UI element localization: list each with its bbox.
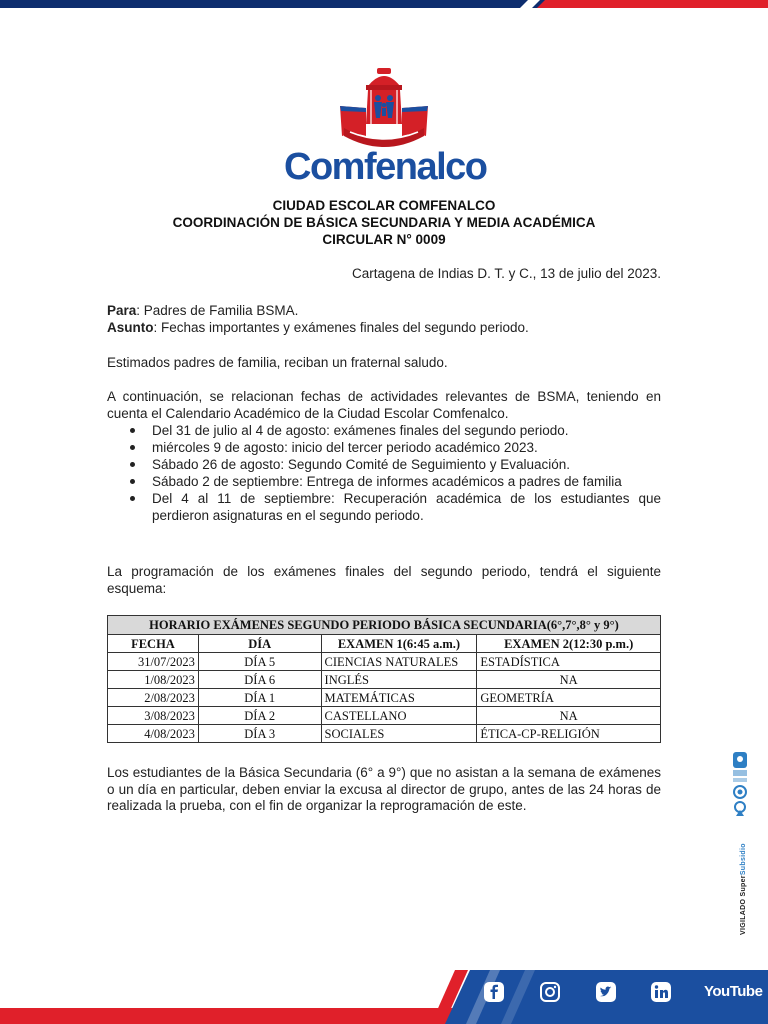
schedule-intro: La programación de los exámenes finales del segundo periodo, tendrá el siguiente esquema: — [107, 564, 661, 596]
cell-exam-1: CIENCIAS NATURALES — [321, 653, 477, 671]
cell-exam-2: NA — [477, 671, 661, 689]
cell-exam-2: GEOMETRÍA — [477, 689, 661, 707]
heading-school: CIUDAD ESCOLAR COMFENALCO — [272, 198, 496, 213]
cell-day: DÍA 1 — [198, 689, 321, 707]
facebook-icon[interactable] — [483, 981, 505, 1003]
subject-text: : Fechas importantes y exámenes finales del segundo periodo. — [153, 320, 529, 335]
closing-paragraph: Los estudiantes de la Básica Secundaria (6° a 9°) que no asistan a la semana de exámenes o un día en particular, deben enviar la excusa al director de grupo, antes de las 24 horas de realizada la prueba, con el fin de organizar la reprogramación de este. — [107, 765, 661, 813]
recipient-text: : Padres de Familia BSMA. — [136, 303, 299, 318]
table-row — [108, 653, 661, 671]
subject-label: Asunto — [107, 320, 154, 335]
instagram-icon[interactable] — [539, 981, 561, 1003]
twitter-icon[interactable] — [595, 981, 617, 1003]
column-header-day: DÍA — [198, 635, 321, 653]
heading-circular-number: CIRCULAR N° 0009 — [322, 232, 446, 247]
cell-date: 2/08/2023 — [108, 689, 199, 707]
list-item: Sábado 2 de septiembre: Entrega de informes académicos a padres de familia — [107, 473, 661, 490]
cell-exam-1: CASTELLANO — [321, 707, 477, 725]
comfenalco-wordmark: Comfenalco — [284, 146, 487, 188]
document-date: Cartagena de Indias D. T. y C., 13 de julio del 2023. — [352, 266, 661, 281]
cell-date: 4/08/2023 — [108, 725, 199, 743]
table-row — [108, 707, 661, 725]
cell-day: DÍA 2 — [198, 707, 321, 725]
column-header-exam-2: EXAMEN 2(12:30 p.m.) — [477, 635, 661, 653]
list-item: Sábado 26 de agosto: Segundo Comité de Seguimiento y Evaluación. — [107, 456, 661, 473]
table-row — [108, 689, 661, 707]
cell-exam-2: ESTADÍSTICA — [477, 653, 661, 671]
intro-paragraph: A continuación, se relacionan fechas de actividades relevantes de BSMA, teniendo en cuenta el Calendario Académico de la Ciudad Escolar Comfenalco. — [107, 389, 661, 421]
table-title: HORARIO EXÁMENES SEGUNDO PERIODO BÁSICA SECUNDARIA(6°,7°,8° y 9°) — [108, 616, 661, 635]
column-header-date: FECHA — [108, 635, 199, 653]
linkedin-icon[interactable] — [650, 981, 672, 1003]
list-item: miércoles 9 de agosto: inicio del tercer periodo académico 2023. — [107, 439, 661, 456]
heading-coordination: COORDINACIÓN DE BÁSICA SECUNDARIA Y MEDIA ACADÉMICA — [172, 215, 596, 230]
table-row — [108, 671, 661, 689]
cell-day: DÍA 6 — [198, 671, 321, 689]
cell-date: 1/08/2023 — [108, 671, 199, 689]
recipient-label: Para — [107, 303, 137, 318]
cell-date: 31/07/2023 — [108, 653, 199, 671]
exam-schedule-table — [107, 615, 661, 743]
activities-list — [107, 422, 661, 524]
cell-day: DÍA 5 — [198, 653, 321, 671]
cell-exam-1: MATEMÁTICAS — [321, 689, 477, 707]
recipient-line — [107, 303, 661, 320]
top-stripe — [0, 0, 768, 8]
cell-exam-1: SOCIALES — [321, 725, 477, 743]
greeting: Estimados padres de familia, reciban un fraternal saludo. — [107, 355, 448, 370]
document-heading — [0, 197, 768, 248]
cell-exam-2: ÉTICA-CP-RELIGIÓN — [477, 725, 661, 743]
cell-date: 3/08/2023 — [108, 707, 199, 725]
cell-day: DÍA 3 — [198, 725, 321, 743]
list-item: Del 31 de julio al 4 de agosto: exámenes finales del segundo periodo. — [107, 422, 661, 439]
table-row — [108, 725, 661, 743]
column-header-exam-1: EXAMEN 1(6:45 a.m.) — [321, 635, 477, 653]
list-item: Del 4 al 11 de septiembre: Recuperación académica de los estudiantes que perdieron asignaturas en el segundo periodo. — [107, 490, 661, 524]
cell-exam-1: INGLÉS — [321, 671, 477, 689]
cell-exam-2: NA — [477, 707, 661, 725]
subject-line — [107, 320, 661, 337]
vigilado-supersubsidio-label: VIGILADO SuperSubsidio — [740, 843, 747, 935]
youtube-icon[interactable]: YouTube — [704, 983, 763, 1000]
